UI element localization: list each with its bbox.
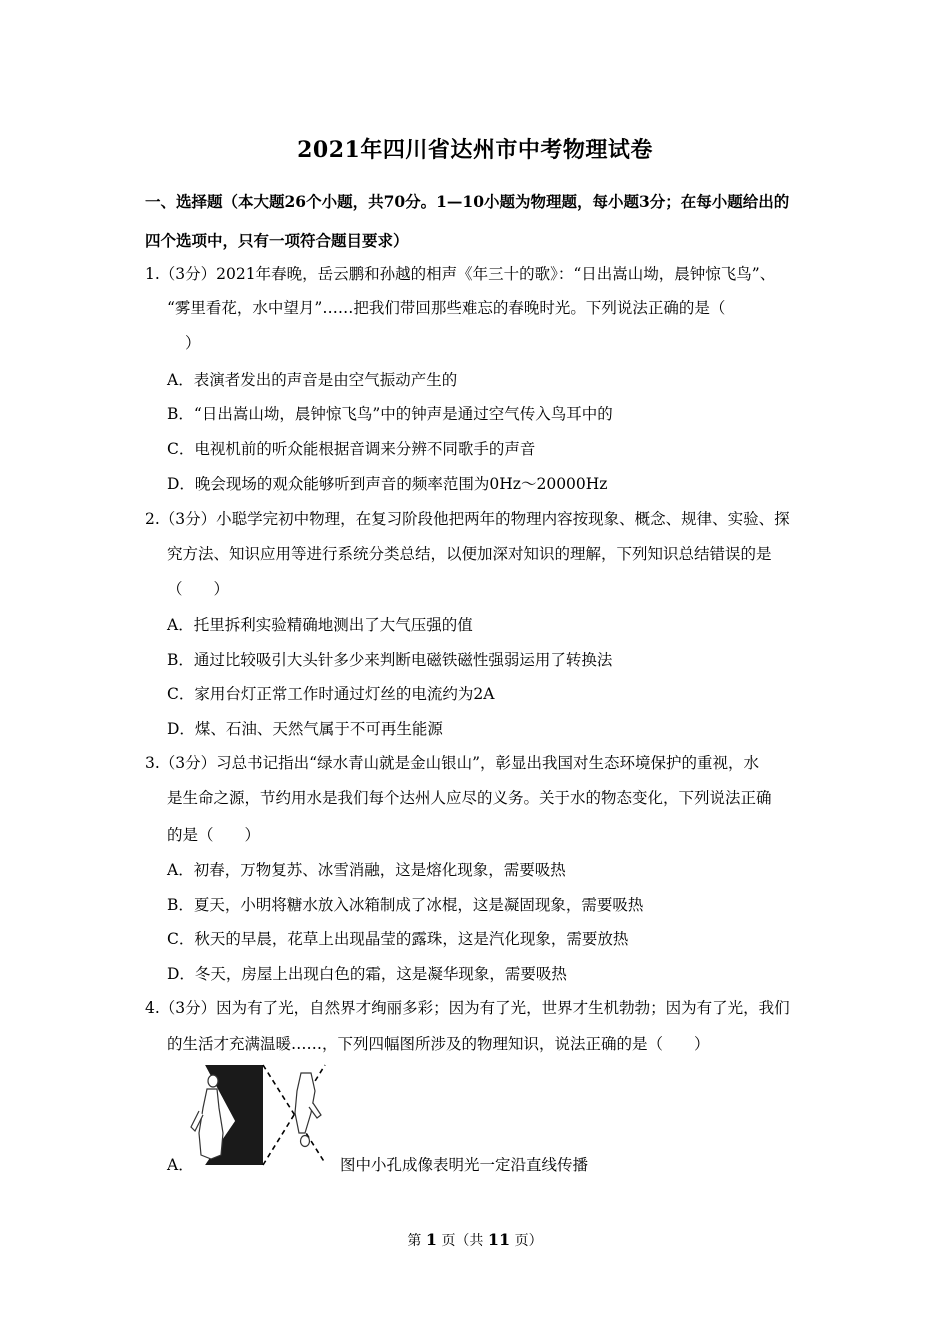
question-3-line-1: 3.（3分）习总书记指出“绿水青山就是金山银山”，彰显出我国对生态环境保护的重视，水 [145,754,760,772]
page-footer [0,1230,950,1250]
section-heading-line-1: 一、选择题（本大题26个小题，共70分。1—10小题为物理题，每小题3分；在每小题给出的 [145,192,790,211]
question-1-line-1: 1.（3分）2021年春晚，岳云鹏和孙越的相声《年三十的歌》：“日出嵩山坳，晨钟惊飞鸟”、 [145,265,776,283]
question-3-option-d: D．冬天，房屋上出现白色的霜，这是凝华现象，需要吸热 [167,965,567,983]
question-1-option-b: B．“日出嵩山坳，晨钟惊飞鸟”中的钟声是通过空气传入鸟耳中的 [167,405,613,423]
footer-middle: 页（共 [441,1233,484,1249]
question-3-option-c: C．秋天的早晨，花草上出现晶莹的露珠，这是汽化现象，需要放热 [167,930,629,948]
question-2-option-b: B．通过比较吸引大头针多少来判断电磁铁磁性强弱运用了转换法 [167,651,613,669]
footer-prefix: 第 [407,1233,422,1249]
question-2-line-3: （ ） [167,580,230,598]
question-1-line-2: “雾里看花，水中望月”……把我们带回那些难忘的春晚时光。下列说法正确的是（ [167,299,726,317]
question-4-option-a-label: A． [167,1156,194,1174]
question-1-option-a: A．表演者发出的声音是由空气振动产生的 [167,371,458,389]
section-heading-line-2: 四个选项中，只有一项符合题目要求） [145,231,409,250]
question-1-line-3: ） [185,334,201,352]
question-4-option-a-text: 图中小孔成像表明光一定沿直线传播 [340,1156,589,1174]
question-3-option-b: B．夏天，小明将糖水放入冰箱制成了冰棍，这是凝固现象，需要吸热 [167,896,644,914]
page-title: 2021年四川省达州市中考物理试卷 [297,137,653,163]
question-1-option-c: C．电视机前的听众能根据音调来分辨不同歌手的声音 [167,440,536,458]
question-2-line-2: 究方法、知识应用等进行系统分类总结，以便加深对知识的理解，下列知识总结错误的是 [167,545,772,563]
question-2-option-c: C．家用台灯正常工作时通过灯丝的电流约为2A [167,685,495,703]
question-1-option-d: D．晚会现场的观众能够听到声音的频率范围为0Hz～20000Hz [167,475,608,493]
footer-suffix: 页） [514,1233,543,1249]
question-4-line-2: 的生活才充满温暖……，下列四幅图所涉及的物理知识，说法正确的是（ ） [167,1035,710,1053]
question-3-line-3: 的是（ ） [167,826,261,844]
question-3-line-2: 是生命之源，节约用水是我们每个达州人应尽的义务。关于水的物态变化，下列说法正确 [167,789,772,807]
footer-total-pages: 11 [487,1230,511,1249]
question-2-line-1: 2.（3分）小聪学完初中物理，在复习阶段他把两年的物理内容按现象、概念、规律、实验、探 [145,510,790,528]
question-4-line-1: 4.（3分）因为有了光，自然界才绚丽多彩；因为有了光，世界才生机勃勃；因为有了光，我们 [145,999,790,1017]
footer-page-number: 1 [425,1230,437,1249]
pinhole-camera-figure [185,1063,335,1173]
question-3-option-a: A．初春，万物复苏、冰雪消融，这是熔化现象，需要吸热 [167,861,566,879]
question-2-option-d: D．煤、石油、天然气属于不可再生能源 [167,720,443,738]
question-2-option-a: A．托里拆利实验精确地测出了大气压强的值 [167,616,473,634]
